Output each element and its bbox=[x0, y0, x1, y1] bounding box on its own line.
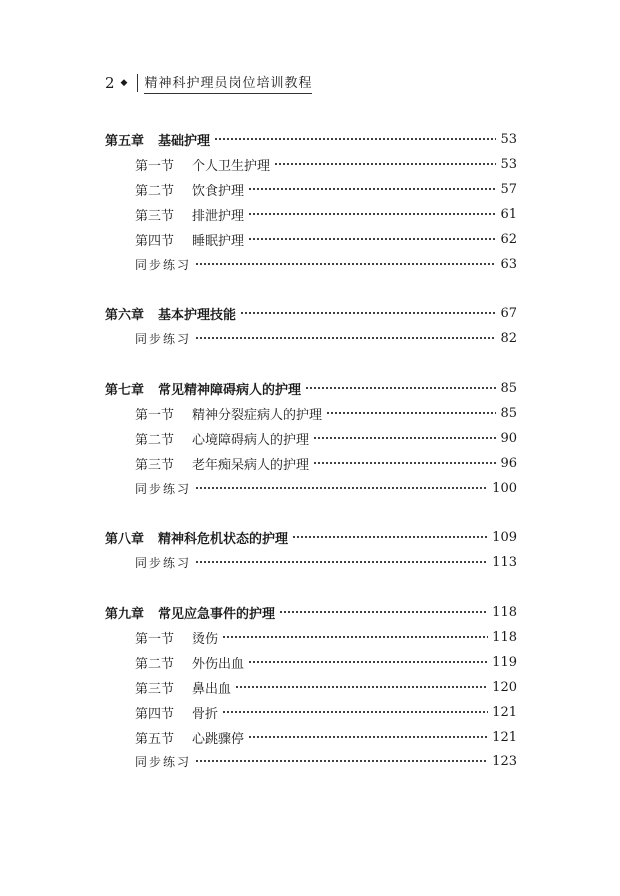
toc-entry-title bbox=[135, 429, 309, 448]
toc-entry-number: 第五章 bbox=[105, 133, 145, 149]
toc-entry-number: 第二节 bbox=[135, 432, 175, 448]
toc-entry-title bbox=[105, 304, 236, 323]
dot-leader bbox=[195, 482, 488, 494]
toc-entry-number: 第一节 bbox=[135, 158, 175, 174]
toc-page-number: 121 bbox=[492, 704, 517, 720]
toc-entry-number: 第二节 bbox=[135, 183, 175, 199]
toc-section-row bbox=[135, 153, 517, 175]
toc-section-row bbox=[135, 452, 517, 474]
toc-entry-text: 外伤出血 bbox=[192, 656, 245, 672]
toc-section-row bbox=[135, 178, 517, 200]
toc-entry-text: 精神分裂症病人的护理 bbox=[192, 407, 323, 423]
toc-page-number: 62 bbox=[500, 231, 517, 247]
toc-entry-text: 基础护理 bbox=[158, 133, 211, 149]
dot-leader bbox=[195, 556, 488, 568]
dot-leader bbox=[248, 233, 496, 245]
dot-leader bbox=[214, 133, 496, 145]
toc-chapter-row bbox=[105, 601, 517, 623]
dot-leader bbox=[248, 208, 496, 220]
dot-leader bbox=[240, 307, 496, 319]
page-number: 2 bbox=[105, 74, 115, 92]
toc-entry-number: 第三节 bbox=[135, 457, 175, 473]
toc-entry-text: 精神科危机状态的护理 bbox=[158, 531, 289, 547]
toc-entry-title bbox=[105, 603, 275, 622]
toc-entry-number: 第五节 bbox=[135, 731, 175, 747]
toc-practice-row bbox=[135, 477, 517, 499]
toc-entry-title bbox=[135, 256, 191, 273]
toc-entry-title bbox=[135, 230, 244, 249]
toc-chapter-row bbox=[105, 302, 517, 324]
dot-leader bbox=[313, 457, 496, 469]
toc-entry-title bbox=[135, 205, 244, 224]
toc-entry-title bbox=[135, 628, 218, 647]
dot-leader bbox=[279, 606, 488, 618]
toc-entry-text: 常见精神障碍病人的护理 bbox=[158, 382, 302, 398]
toc-entry-number: 第一节 bbox=[135, 631, 175, 647]
toc-entry-text: 基本护理技能 bbox=[158, 307, 237, 323]
toc-entry-text: 烫伤 bbox=[192, 631, 219, 647]
dot-leader bbox=[248, 183, 496, 195]
toc-page-number: 123 bbox=[492, 753, 517, 769]
dot-leader bbox=[292, 531, 488, 543]
toc-entry-text: 同步练习 bbox=[135, 555, 192, 570]
toc-entry-title bbox=[135, 480, 191, 497]
dot-leader bbox=[195, 332, 496, 344]
toc-entry-title bbox=[135, 155, 270, 174]
toc-page-number: 61 bbox=[500, 206, 517, 222]
toc-entry-title bbox=[135, 454, 309, 473]
toc-page-number: 118 bbox=[492, 629, 517, 645]
toc-page-number: 67 bbox=[500, 305, 517, 321]
toc-page-number: 85 bbox=[500, 380, 517, 396]
dot-leader bbox=[248, 656, 488, 668]
toc-practice-row bbox=[135, 327, 517, 349]
toc-page-number: 82 bbox=[500, 330, 517, 346]
toc-entry-text: 睡眠护理 bbox=[192, 233, 245, 249]
toc-entry-text: 同步练习 bbox=[135, 754, 192, 769]
dot-leader bbox=[222, 631, 488, 643]
diamond-icon: ◆ bbox=[120, 78, 128, 88]
toc-entry-title bbox=[135, 678, 231, 697]
toc-entry-title bbox=[105, 379, 301, 398]
toc-section-row bbox=[135, 701, 517, 723]
dot-leader bbox=[235, 681, 488, 693]
toc-entry-title bbox=[135, 703, 218, 722]
toc-entry-number: 第七章 bbox=[105, 382, 145, 398]
toc-practice-row bbox=[135, 750, 517, 772]
toc-chapter-row bbox=[105, 377, 517, 399]
dot-leader bbox=[274, 158, 496, 170]
toc-chapter-row bbox=[105, 526, 517, 548]
toc-entry-text: 饮食护理 bbox=[192, 183, 245, 199]
toc-page-number: 85 bbox=[500, 405, 517, 421]
toc-entry-text: 同步练习 bbox=[135, 331, 192, 346]
toc-entry-text: 鼻出血 bbox=[192, 681, 232, 697]
toc-entry-title bbox=[135, 330, 191, 347]
toc-section-row bbox=[135, 402, 517, 424]
toc-entry-number: 第六章 bbox=[105, 307, 145, 323]
dot-leader bbox=[195, 755, 488, 767]
dot-leader bbox=[222, 706, 488, 718]
toc-entry-number: 第八章 bbox=[105, 531, 145, 547]
toc-practice-row bbox=[135, 253, 517, 275]
toc-section-row bbox=[135, 228, 517, 250]
toc-entry-title bbox=[105, 130, 210, 149]
toc-entry-text: 排泄护理 bbox=[192, 208, 245, 224]
toc-page-number: 90 bbox=[500, 430, 517, 446]
toc-section-row bbox=[135, 726, 517, 748]
toc-entry-number: 第四节 bbox=[135, 233, 175, 249]
toc-page-number: 120 bbox=[492, 679, 517, 695]
toc-page-number: 53 bbox=[500, 131, 517, 147]
toc-entry-text: 个人卫生护理 bbox=[192, 158, 271, 174]
toc-entry-title bbox=[135, 180, 244, 199]
toc-entry-number: 第二节 bbox=[135, 656, 175, 672]
toc-entry-text: 心跳骤停 bbox=[192, 731, 245, 747]
toc-section-row bbox=[135, 427, 517, 449]
toc-page-number: 118 bbox=[492, 604, 517, 620]
toc-entry-number: 第三节 bbox=[135, 681, 175, 697]
toc-entry-title bbox=[135, 554, 191, 571]
toc-entry-number: 第九章 bbox=[105, 606, 145, 622]
toc-page-number: 113 bbox=[492, 554, 517, 570]
toc-entry-number: 第四节 bbox=[135, 706, 175, 722]
toc-entry-title bbox=[135, 728, 244, 747]
toc-section-row bbox=[135, 626, 517, 648]
book-title: 精神科护理员岗位培训教程 bbox=[144, 72, 312, 94]
toc-entry-title bbox=[105, 528, 288, 547]
toc-page-number: 100 bbox=[492, 480, 517, 496]
toc-entry-text: 骨折 bbox=[192, 706, 219, 722]
dot-leader bbox=[248, 731, 488, 743]
toc-practice-row bbox=[135, 551, 517, 573]
toc-section-row bbox=[135, 676, 517, 698]
toc-section-row bbox=[135, 651, 517, 673]
toc-page-number: 121 bbox=[492, 729, 517, 745]
toc-page-number: 53 bbox=[500, 156, 517, 172]
toc-entry-text: 同步练习 bbox=[135, 481, 192, 496]
toc-page-number: 119 bbox=[492, 654, 517, 670]
toc-entry-text: 同步练习 bbox=[135, 257, 192, 272]
toc-entry-text: 心境障碍病人的护理 bbox=[192, 432, 310, 448]
toc-entry-text: 老年痴呆病人的护理 bbox=[192, 457, 310, 473]
dot-leader bbox=[326, 407, 496, 419]
toc-section-row bbox=[135, 203, 517, 225]
dot-leader bbox=[305, 382, 496, 394]
toc-page-number: 109 bbox=[492, 529, 517, 545]
toc-page-number: 63 bbox=[500, 256, 517, 272]
toc-entry-text: 常见应急事件的护理 bbox=[158, 606, 276, 622]
toc-entry-title bbox=[135, 753, 191, 770]
toc-chapter-row bbox=[105, 128, 517, 150]
toc-entry-title bbox=[135, 404, 322, 423]
toc-entry-title bbox=[135, 653, 244, 672]
toc-entry-number: 第一节 bbox=[135, 407, 175, 423]
dot-leader bbox=[313, 432, 496, 444]
toc-page-number: 96 bbox=[500, 455, 517, 471]
toc-entry-number: 第三节 bbox=[135, 208, 175, 224]
dot-leader bbox=[195, 258, 496, 270]
toc-page-number: 57 bbox=[500, 181, 517, 197]
